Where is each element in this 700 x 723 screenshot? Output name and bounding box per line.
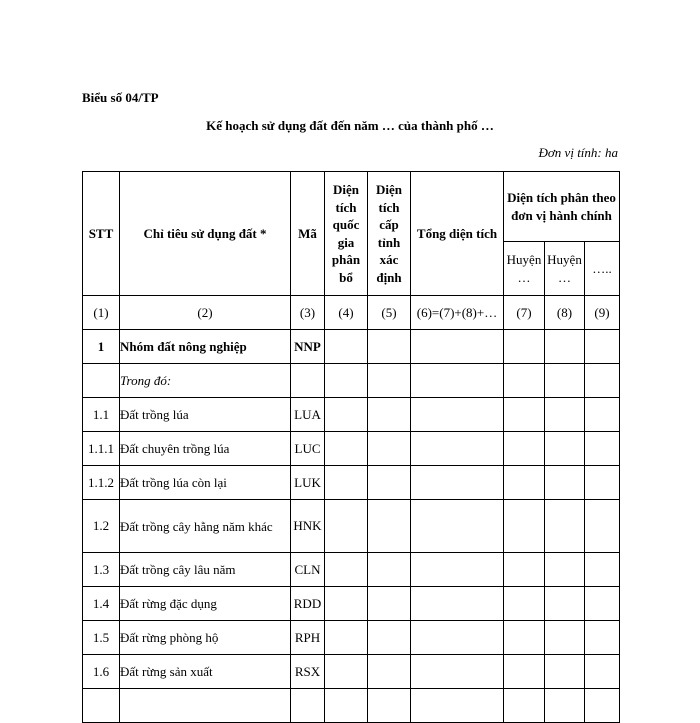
value-cell [504, 330, 545, 364]
value-cell [368, 587, 411, 621]
row-code: LUC [291, 432, 325, 466]
value-cell [411, 330, 504, 364]
value-cell [504, 553, 545, 587]
column-index: (8) [545, 296, 585, 330]
empty-cell [411, 689, 504, 723]
form-code: Biểu số 04/TP [82, 90, 159, 105]
empty-cell [291, 689, 325, 723]
value-cell [325, 587, 368, 621]
row-code: CLN [291, 553, 325, 587]
row-name: Đất trồng lúa [120, 398, 291, 432]
value-cell [585, 621, 620, 655]
value-cell [325, 398, 368, 432]
row-code: RDD [291, 587, 325, 621]
row-name: Đất rừng phòng hộ [120, 621, 291, 655]
value-cell [585, 587, 620, 621]
value-cell [368, 330, 411, 364]
value-cell [411, 466, 504, 500]
empty-cell [325, 689, 368, 723]
value-cell [545, 500, 585, 553]
value-cell [545, 587, 585, 621]
value-cell [325, 655, 368, 689]
value-cell [411, 500, 504, 553]
empty-cell [585, 689, 620, 723]
column-index: (9) [585, 296, 620, 330]
table-row [83, 553, 620, 587]
value-cell [325, 330, 368, 364]
row-name: Đất trồng cây lâu năm [120, 553, 291, 587]
value-cell [325, 364, 368, 398]
empty-cell [545, 689, 585, 723]
header-stt: STT [83, 172, 120, 296]
value-cell [585, 364, 620, 398]
value-cell [545, 432, 585, 466]
column-index: (2) [120, 296, 291, 330]
row-stt [83, 364, 120, 398]
value-cell [325, 432, 368, 466]
value-cell [368, 432, 411, 466]
value-cell [411, 364, 504, 398]
column-index: (3) [291, 296, 325, 330]
row-code: HNK [291, 500, 325, 553]
value-cell [545, 398, 585, 432]
row-name: Nhóm đất nông nghiệp [120, 330, 291, 364]
column-index: (1) [83, 296, 120, 330]
row-name: Đất trồng cây hằng năm khác [120, 500, 291, 553]
value-cell [368, 655, 411, 689]
row-stt: 1.3 [83, 553, 120, 587]
land-use-plan-table [82, 171, 620, 723]
column-index: (6)=(7)+(8)+… [411, 296, 504, 330]
value-cell [411, 587, 504, 621]
value-cell [585, 330, 620, 364]
table-row [83, 432, 620, 466]
value-cell [368, 500, 411, 553]
table-row [83, 500, 620, 553]
value-cell [504, 432, 545, 466]
value-cell [545, 655, 585, 689]
row-stt: 1.1.2 [83, 466, 120, 500]
header-provincial-area: Diện tích cấp tỉnh xác định [368, 172, 411, 296]
value-cell [325, 500, 368, 553]
value-cell [504, 655, 545, 689]
value-cell [411, 432, 504, 466]
row-stt: 1.4 [83, 587, 120, 621]
empty-cell [504, 689, 545, 723]
value-cell [368, 553, 411, 587]
row-stt: 1.2 [83, 500, 120, 553]
row-code: NNP [291, 330, 325, 364]
value-cell [368, 398, 411, 432]
value-cell [368, 364, 411, 398]
value-cell [411, 621, 504, 655]
row-name: Trong đó: [120, 364, 291, 398]
value-cell [545, 621, 585, 655]
table-row [83, 364, 620, 398]
row-stt: 1.6 [83, 655, 120, 689]
header-district-2: Huyện … [545, 242, 585, 296]
header-district-1: Huyện … [504, 242, 545, 296]
value-cell [545, 553, 585, 587]
column-index: (7) [504, 296, 545, 330]
table-row [83, 655, 620, 689]
column-index: (5) [368, 296, 411, 330]
value-cell [504, 500, 545, 553]
column-index: (4) [325, 296, 368, 330]
value-cell [585, 655, 620, 689]
row-name: Đất chuyên trồng lúa [120, 432, 291, 466]
value-cell [585, 398, 620, 432]
value-cell [504, 364, 545, 398]
value-cell [368, 466, 411, 500]
row-stt: 1.5 [83, 621, 120, 655]
unit-note: Đơn vị tính: ha [538, 145, 618, 160]
header-national-allocated-area: Diện tích quốc gia phân bổ [325, 172, 368, 296]
header-code: Mã [291, 172, 325, 296]
header-district-other: ….. [585, 242, 620, 296]
empty-cell [83, 689, 120, 723]
table-row [83, 398, 620, 432]
empty-cell [120, 689, 291, 723]
table-row [83, 466, 620, 500]
value-cell [585, 466, 620, 500]
value-cell [504, 587, 545, 621]
header-area-by-unit: Diện tích phân theo đơn vị hành chính [504, 172, 620, 242]
row-name: Đất trồng lúa còn lại [120, 466, 291, 500]
row-name: Đất rừng sản xuất [120, 655, 291, 689]
table-row [83, 587, 620, 621]
document-title: Kế hoạch sử dụng đất đến năm … của thành phố … [206, 118, 494, 133]
value-cell [325, 466, 368, 500]
row-code [291, 364, 325, 398]
row-code: LUA [291, 398, 325, 432]
row-stt: 1.1 [83, 398, 120, 432]
row-stt: 1 [83, 330, 120, 364]
value-cell [325, 621, 368, 655]
value-cell [585, 553, 620, 587]
table-row [83, 330, 620, 364]
header-land-use-target: Chỉ tiêu sử dụng đất * [120, 172, 291, 296]
value-cell [411, 398, 504, 432]
value-cell [325, 553, 368, 587]
table-row [83, 689, 620, 723]
value-cell [368, 621, 411, 655]
empty-cell [368, 689, 411, 723]
value-cell [504, 466, 545, 500]
value-cell [411, 553, 504, 587]
value-cell [411, 655, 504, 689]
header-total-area: Tổng diện tích [411, 172, 504, 296]
value-cell [504, 621, 545, 655]
row-code: LUK [291, 466, 325, 500]
value-cell [545, 364, 585, 398]
column-index-row [83, 296, 620, 330]
value-cell [545, 330, 585, 364]
table-row [83, 621, 620, 655]
value-cell [585, 500, 620, 553]
row-name: Đất rừng đặc dụng [120, 587, 291, 621]
row-stt: 1.1.1 [83, 432, 120, 466]
value-cell [585, 432, 620, 466]
row-code: RPH [291, 621, 325, 655]
value-cell [545, 466, 585, 500]
row-code: RSX [291, 655, 325, 689]
value-cell [504, 398, 545, 432]
